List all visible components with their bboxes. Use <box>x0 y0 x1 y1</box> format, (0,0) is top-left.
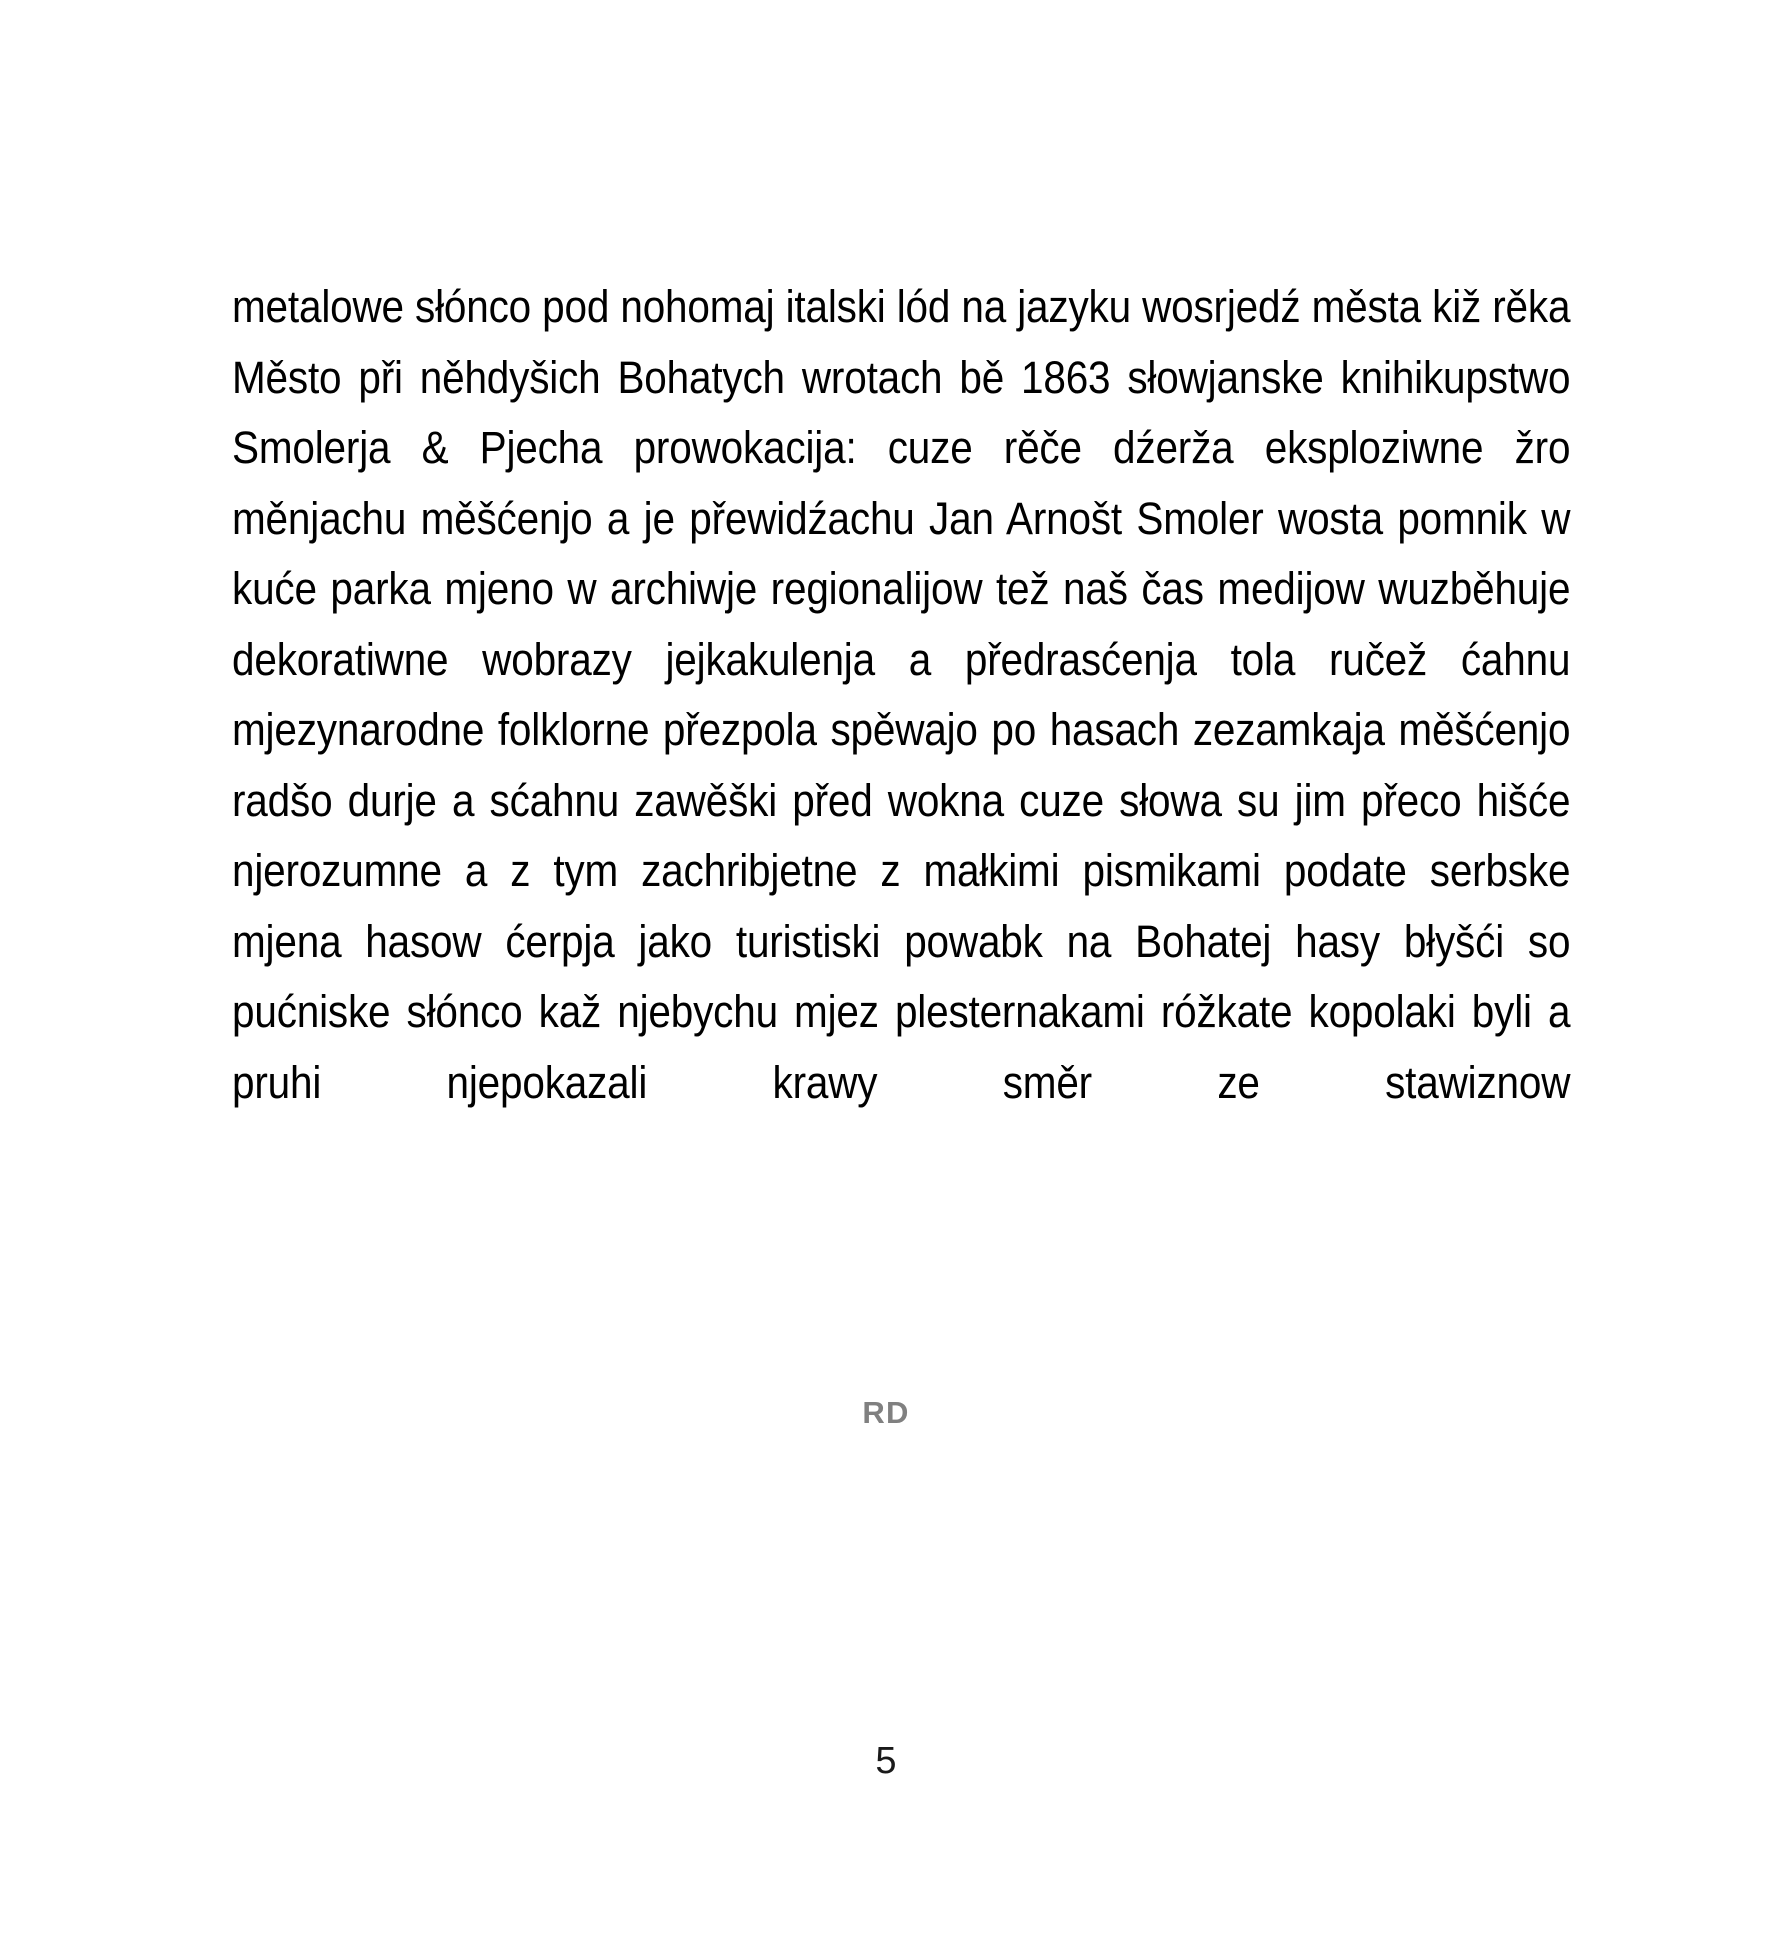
page-number: 5 <box>875 1740 897 1782</box>
body-text-block <box>232 272 1570 1189</box>
section-marker: RD <box>862 1395 910 1430</box>
body-paragraph: metalowe słónco pod nohomaj italski lód na jazyku wosrjedź města kiž rěka Město při něhdyšich Bohatych wrotach bě 1863 słowjanske knihikupstwo Smolerja & Pjecha prowokacija: cuze rěče dźerža eksploziwne žro měnjachu měšćenjo a je přewidźachu Jan Arnošt Smoler wosta pomnik w kuće parka mjeno w archiwje regionalijow tež naš čas medijow wuzběhuje dekoratiwne wobrazy jejkakulenja a předrasćenja tola ručež ćahnu mjezynarodne folklorne přezpola spěwajo po hasach zezamkaja měšćenjo radšo durje a sćahnu zawěški před wokna cuze słowa su jim přeco hišće njerozumne a z tym zachribjetne z małkimi pismikami podate serbske mjena hasow ćerpja jako turistiski powabk na Bohatej hasy błyšći so pućniske słónco kaž njebychu mjez plesternakami róžkate kopolaki byli a pruhi njepokazali krawy směr ze stawiznow <box>232 281 1571 1108</box>
